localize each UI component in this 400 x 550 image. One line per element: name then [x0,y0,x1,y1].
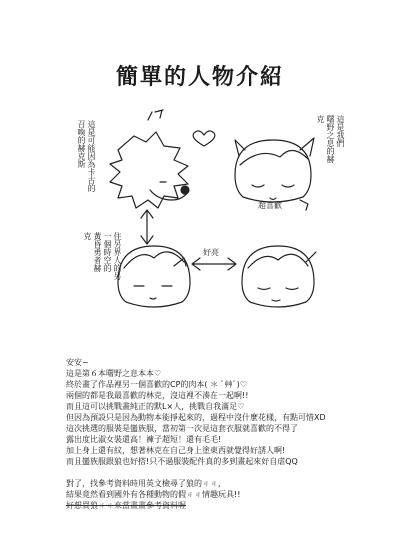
label-super-cute: 超喜歡 [258,201,282,210]
afterword-text [66,357,366,511]
label-partner: 好亮 [203,248,219,257]
afterword-line: 兩個的都是我最喜歡的林克，沒這裡不湊在一起啊!! [66,391,249,400]
afterword-line: 而且蠻族服跟狼也好搭!只不過服裝配件真的多到畫起來好自虐QQ [66,457,298,466]
afterword-line: 這是第６本曙野之息本本♡ [66,369,162,378]
afterword-line: 而且這可以挑戰畫純正的默L×人，挑戰自我滿足♡ [66,402,245,411]
note-botw-link: 這是我們 曙野之息的赫 克 [316,115,345,163]
afterword-line: 這次挑選的服裝是蠻族服，當初第一次見這套衣服就喜歡的不得了 [66,424,298,433]
note-wolf-link: 這是可能因為卡古的 召喚的赫克斯 [77,120,96,192]
arrow-horizontal [192,258,236,270]
link-twilight-drawing [118,246,190,307]
afterword-line: 安安~ [66,358,89,367]
heart-doodle [193,131,215,146]
afterword-line: 但因為預設只是因為動物本能掙起來的，過程中沒什麼花樣，有點可惜XD [66,413,326,422]
wolf-drawing [110,110,189,208]
afterword-line: 終於畫了作品裡另一個喜歡的CP的肉本( ＊ ﾟ艸ﾟ)♡ [66,380,247,389]
afterword-line: 對了，找參考資料時用英文檢尋了狼的ㄐㄐ， [66,479,226,488]
afterword-line: 結果竟然看到國外有各種動物的假ㄐㄐ情趣玩具!! [66,490,241,499]
link-wild-drawing [242,246,316,307]
page-title: 簡單的人物介紹 [115,64,284,90]
afterword-line: 露出度比淑女裝還高！褲子超短！還有毛毛! [66,435,222,444]
afterword-strikethrough-line: 好想買狼ㄐㄐ來當畫畫參考資料喔 [66,501,186,510]
note-twilight-link: 住另界人的另 一個時空的 黃昏勇者赫 克 [83,232,122,280]
arrow-vertical [141,210,153,244]
afterword-line: 加上身上還有紋，想著林克在自己身上塗東西就覺得好誘人啊! [66,446,286,455]
